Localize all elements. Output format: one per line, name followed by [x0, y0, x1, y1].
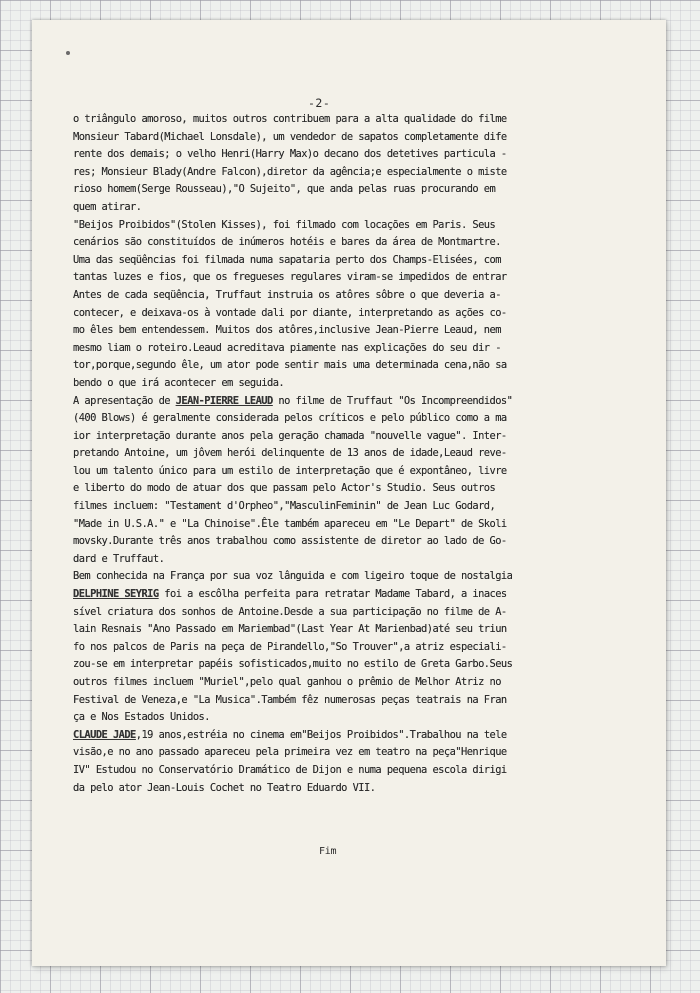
text-line: Antes de cada seqüência, Truffaut instruia os atôres sôbre o que deveria a- — [73, 288, 501, 301]
text-line: lou um talento único para um estilo de interpretação que é expontâneo, livre — [73, 464, 507, 477]
text-line: da pelo ator Jean-Louis Cochet no Teatro Eduardo VII. — [73, 781, 376, 794]
text-line: mo êles bem entendessem. Muitos dos atôres,inclusive Jean-Pierre Leaud, nem — [73, 324, 501, 337]
actor-name: JEAN-PIERRE LEAUD — [175, 394, 273, 407]
text-line: quem atirar. — [73, 200, 142, 213]
text-line: CLAUDE JADE,19 anos,estréia no cinema em"Beijos Proibidos".Trabalhou na tele — [73, 728, 507, 741]
text-line: lain Resnais "Ano Passado em Mariembad"(Last Year At Marienbad)até seu triun — [73, 623, 507, 636]
closing-word: Fim — [319, 846, 337, 857]
text-line: zou-se em interpretar papéis sofisticados,muito no estilo de Greta Garbo.Seus — [73, 658, 513, 671]
text-line: cenários são constituídos de inúmeros hotéis e bares da área de Montmartre. — [73, 236, 501, 249]
text-line: "Beijos Proibidos"(Stolen Kisses), foi filmado com locações em Paris. Seus — [73, 218, 496, 231]
text-line: dard e Truffaut. — [73, 552, 165, 565]
actor-name: DELPHINE SEYRIG — [73, 588, 159, 601]
text-line: Festival de Veneza,e "La Musica".Também fêz numerosas peças teatrais na Fran — [73, 693, 507, 706]
text-line: res; Monsieur Blady(Andre Falcon),diretor da agência;e especialmente o miste — [73, 165, 507, 178]
text-line: e liberto do modo de atuar dos que passam pelo Actor's Studio. Seus outros — [73, 482, 496, 495]
text-line: "Made in U.S.A." e "La Chinoise".Êle também apareceu em "Le Depart" de Skoli — [73, 517, 507, 530]
text-line: IV" Estudou no Conservatório Dramático de Dijon e numa pequena escola dirigi — [73, 763, 507, 776]
text-line: A apresentação de JEAN-PIERRE LEAUD no filme de Truffaut "Os Incompreendidos" — [73, 394, 513, 407]
text-line: Monsieur Tabard(Michael Lonsdale), um vendedor de sapatos completamente dife — [73, 130, 507, 143]
text-line: contecer, e deixava-os à vontade dali por diante, interpretando as ações co- — [73, 306, 507, 319]
text-line: DELPHINE SEYRIG foi a escôlha perfeita para retratar Madame Tabard, a inaces — [73, 588, 507, 601]
actor-name: CLAUDE JADE — [73, 728, 136, 741]
text-line: tantas luzes e fios, que os fregueses regulares viram-se impedidos de entrar — [73, 271, 507, 284]
text-line: o triângulo amoroso, muitos outros contribuem para a alta qualidade do filme — [73, 113, 507, 125]
staple-hole — [66, 51, 70, 55]
text-line: fo nos palcos de Paris na peça de Pirandello,"So Trouver",a atriz especiali- — [73, 640, 507, 653]
text-line: ior interpretação durante anos pela geração chamada "nouvelle vague". Inter- — [73, 429, 507, 442]
text-line: rioso homem(Serge Rousseau),"O Sujeito", que anda pelas ruas procurando em — [73, 183, 496, 196]
text-line: sível criatura dos sonhos de Antoine.Desde a sua participação no filme de A- — [73, 605, 507, 618]
text-line: ça e Nos Estados Unidos. — [73, 711, 210, 724]
text-line: movsky.Durante três anos trabalhou como assistente de diretor ao lado de Go- — [73, 535, 507, 548]
text-line: tor,porque,segundo êle, um ator pode sentir mais uma determinada cena,não sa — [73, 359, 507, 372]
text-line: visão,e no ano passado apareceu pela primeira vez em teatro na peça"Henrique — [73, 746, 507, 759]
text-line: mesmo liam o roteiro.Leaud acreditava piamente nas explicações do seu dir - — [73, 341, 501, 354]
text-line: pretando Antoine, um jôvem herói delinquente de 13 anos de idade,Leaud reve- — [73, 447, 507, 460]
text-line: Bem conhecida na França por sua voz lânguida e com ligeiro toque de nostalgia — [73, 570, 513, 583]
text-line: filmes incluem: "Testament d'Orpheo","MasculinFeminin" de Jean Luc Godard, — [73, 500, 496, 513]
text-line: bendo o que irá acontecer em seguida. — [73, 376, 285, 389]
text-line: (400 Blows) é geralmente considerada pelos críticos e pelo público como a ma — [73, 412, 507, 425]
page-number: -2- — [308, 96, 331, 110]
text-line: outros filmes incluem "Muriel",pelo qual ganhou o prêmio de Melhor Atriz no — [73, 676, 501, 688]
text-line: Uma das seqüências foi filmada numa sapataria perto dos Champs-Elisées, com — [73, 253, 501, 266]
text-line: rente dos demais; o velho Henri(Harry Max)o decano dos detetives particula - — [73, 148, 507, 161]
document-body — [73, 111, 603, 797]
